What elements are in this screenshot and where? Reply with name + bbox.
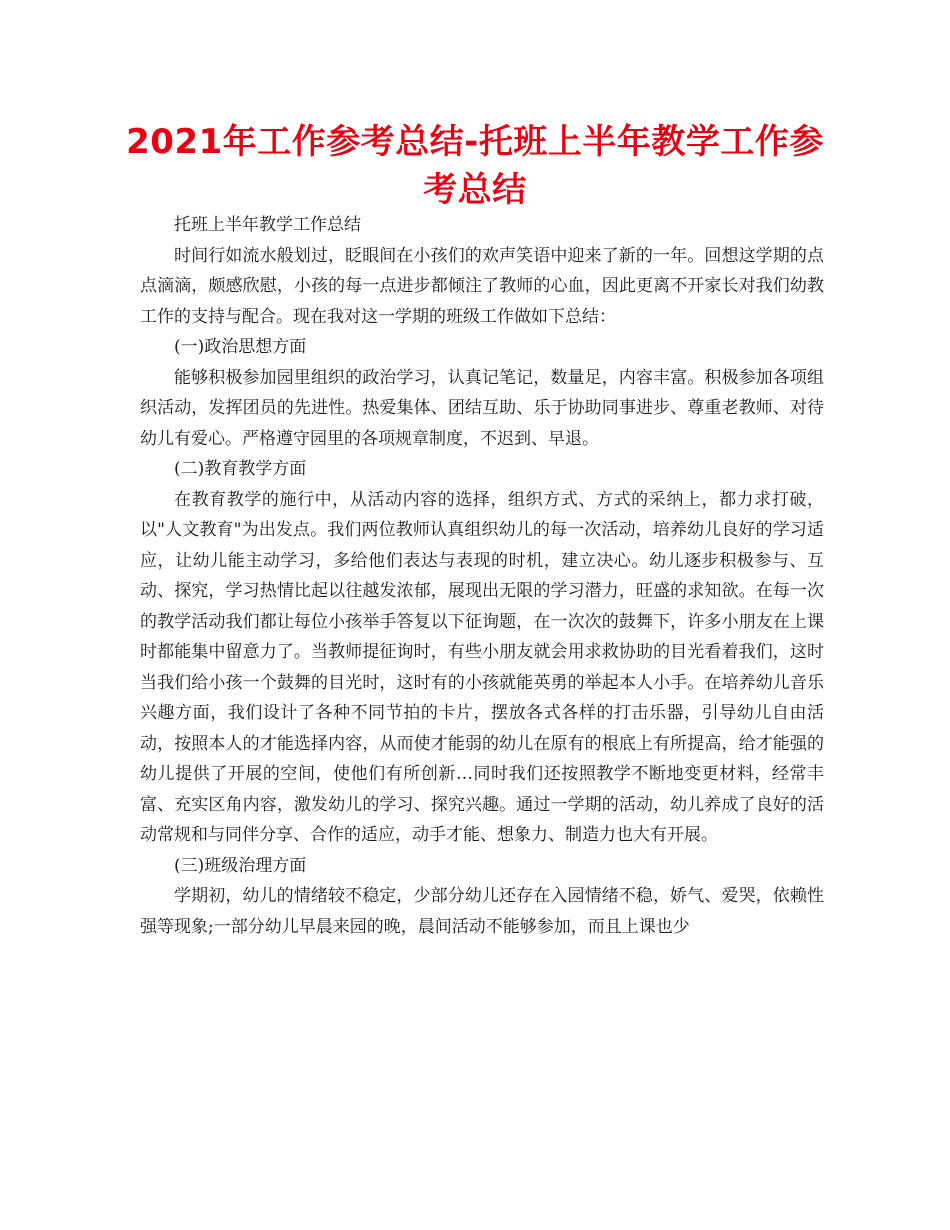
section-subtitle: 托班上半年教学工作总结 [174,215,361,235]
section-heading-class-management: (三)班级治理方面 [174,855,307,876]
section-heading-teaching: (二)教育教学方面 [174,459,307,479]
politics-paragraph: 能够积极参加园里组织的政治学习，认真记笔记，数量足，内容丰富。积极参加各项组织活动，发挥团员的先进性。热爱集体、团结互助、乐于协助同事进步、尊重老教师、对待幼儿有爱心。严格遵守园里的各项规章制度，不迟到、早退。 [140,367,824,449]
intro-paragraph: 时间行如流水般划过，眨眼间在小孩们的欢声笑语中迎来了新的一年。回想这学期的点点滴滴，颇感欣慰，小孩的每一点进步都倾注了教师的心血，因此更离不开家长对我们幼教工作的支持与配合。现在我对这一学期的班级工作做如下总结： [140,245,824,327]
class-management-paragraph: 学期初，幼儿的情绪较不稳定，少部分幼儿还存在入园情绪不稳，娇气、爱哭，依赖性强等现象;一部分幼儿早晨来园的晚，晨间活动不能够参加，而且上课也少 [140,886,824,937]
document-body [140,210,824,942]
section-heading-politics: (一)政治思想方面 [174,337,307,357]
document-title: 2021年工作参考总结-托班上半年教学工作参考总结 [126,122,824,210]
teaching-paragraph: 在教育教学的施行中，从活动内容的选择，组织方式、方式的采纳上，都力求打破，以"人文教育"为出发点。我们两位教师认真组织幼儿的每一次活动，培养幼儿良好的学习适应，让幼儿能主动学习，多给他们表达与表现的时机，建立决心。幼儿逐步积极参与、互动、探究，学习热情比起以往越发浓郁，展现出无限的学习潜力，旺盛的求知欲。在每一次的教学活动我们都让每位小孩举手答复以下征询题，在一次次的鼓舞下，许多小朋友在上课时都能集中留意力了。当教师提征询时，有些小朋友就会用求救协助的目光看着我们，这时当我们给小孩一个鼓舞的目光时，这时有的小孩就能英勇的举起本人小手。在培养幼儿音乐兴趣方面，我们设计了各种不同节拍的卡片，摆放各式各样的打击乐器，引导幼儿自由活动，按照本人的才能选择内容，从而使才能弱的幼儿在原有的根底上有所提高，给才能强的幼儿提供了开展的空间，使他们有所创新…同时我们还按照教学不断地变更材料，经常丰富、充实区角内容，激发幼儿的学习、探究兴趣。通过一学期的活动，幼儿养成了良好的活动常规和与同伴分享、合作的适应，动手才能、想象力、制造力也大有开展。 [140,489,824,845]
